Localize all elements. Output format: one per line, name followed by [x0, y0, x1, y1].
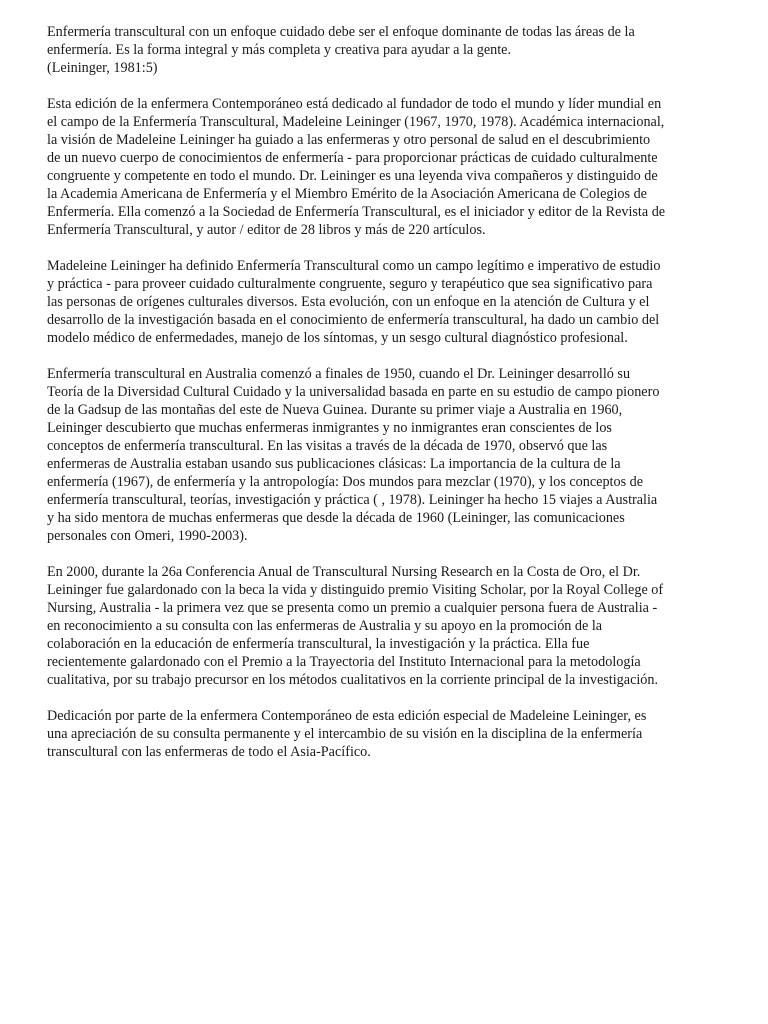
paragraph-australia-history: Enfermería transcultural en Australia comenzó a finales de 1950, cuando el Dr. Leininger desarrolló su Teoría de la Diversidad Cultural Cuidado y la universalidad basada en parte en su estudio de campo pionero de la Gadsup de las montañas del este de Nueva Guinea. Durante su primer viaje a Australia en 1960, Leininger descubierto que muchas enfermeras inmigrantes y no inmigrantes eran conscientes de los conceptos de enfermería transcultural. En las visitas a través de la década de 1970, observó que las enfermeras de Australia estaban usando sus publicaciones clásicas: La importancia de la cultura de la enfermería (1967), de enfermería y la antropología: Dos mundos para mezclar (1970), y los conceptos de enfermería transcultural, teorías, investigación y práctica ( , 1978). Leininger ha hecho 15 viajes a Australia y ha sido mentora de muchas enfermeras que desde la década de 1960 (Leininger, las comunicaciones personales con Omeri, 1990-2003). — [47, 366, 660, 544]
paragraph-award: En 2000, durante la 26a Conferencia Anual de Transcultural Nursing Research en la Costa de Oro, el Dr. Leininger fue galardonado con la beca la vida y distinguido premio Visiting Scholar, por la Royal College of Nursing, Australia - la primera vez que se presenta como un premio a cualquier persona fuera de Australia - en reconocimiento a su consulta con las enfermeras de Australia y su apoyo en la promoción de la colaboración en la educación de enfermería transcultural, la investigación y la práctica. Ella fue recientemente galardonado con el Premio a la Trayectoria del Instituto Internacional para la metodología cualitativa, por su trabajo precursor en los métodos cualitativos en la corriente principal de la investigación. — [47, 564, 664, 688]
paragraph-dedication-intro: Esta edición de la enfermera Contemporáneo está dedicado al fundador de todo el mundo y líder mundial en el campo de la Enfermería Transcultural, Madeleine Leininger (1967, 1970, 1978). Académica internacional, la visión de Madeleine Leininger ha guiado a las enfermeras y otro personal de salud en el descubrimiento de un nuevo cuerpo de conocimientos de enfermería - para proporcionar prácticas de cuidado culturalmente congruente y competente en todo el mundo. Dr. Leininger es una leyenda viva compañeros y distinguido de la Academia Americana de Enfermería y el Miembro Emérito de la Asociación Americana de Colegios de Enfermería. Ella comenzó a la Sociedad de Enfermería Transcultural, es el iniciador y editor de la Revista de Enfermería Transcultural, y autor / editor de 28 libros y más de 220 artículos. — [47, 96, 666, 238]
paragraph-epigraph: Enfermería transcultural con un enfoque cuidado debe ser el enfoque dominante de todas las áreas de la enfermería. Es la forma integral y más completa y creativa para ayudar a la gente. (Leininger, 1981:5) — [47, 24, 635, 76]
paragraph-closing: Dedicación por parte de la enfermera Contemporáneo de esta edición especial de Madeleine Leininger, es una apreciación de su consulta permanente y el intercambio de su visión en la disciplina de la enfermería transcultural con las enfermeras de todo el Asia-Pacífico. — [47, 708, 647, 760]
paragraph-definition: Madeleine Leininger ha definido Enfermería Transcultural como un campo legítimo e imperativo de estudio y práctica - para proveer cuidado culturalmente congruente, seguro y terapéutico que sea significativo para las personas de orígenes culturales diversos. Esta evolución, con un enfoque en la atención de Cultura y el desarrollo de la investigación basada en el conocimiento de enfermería transcultural, ha dado un cambio del modelo médico de enfermedades, manejo de los síntomas, y un sesgo cultural diagnóstico profesional. — [47, 258, 661, 346]
